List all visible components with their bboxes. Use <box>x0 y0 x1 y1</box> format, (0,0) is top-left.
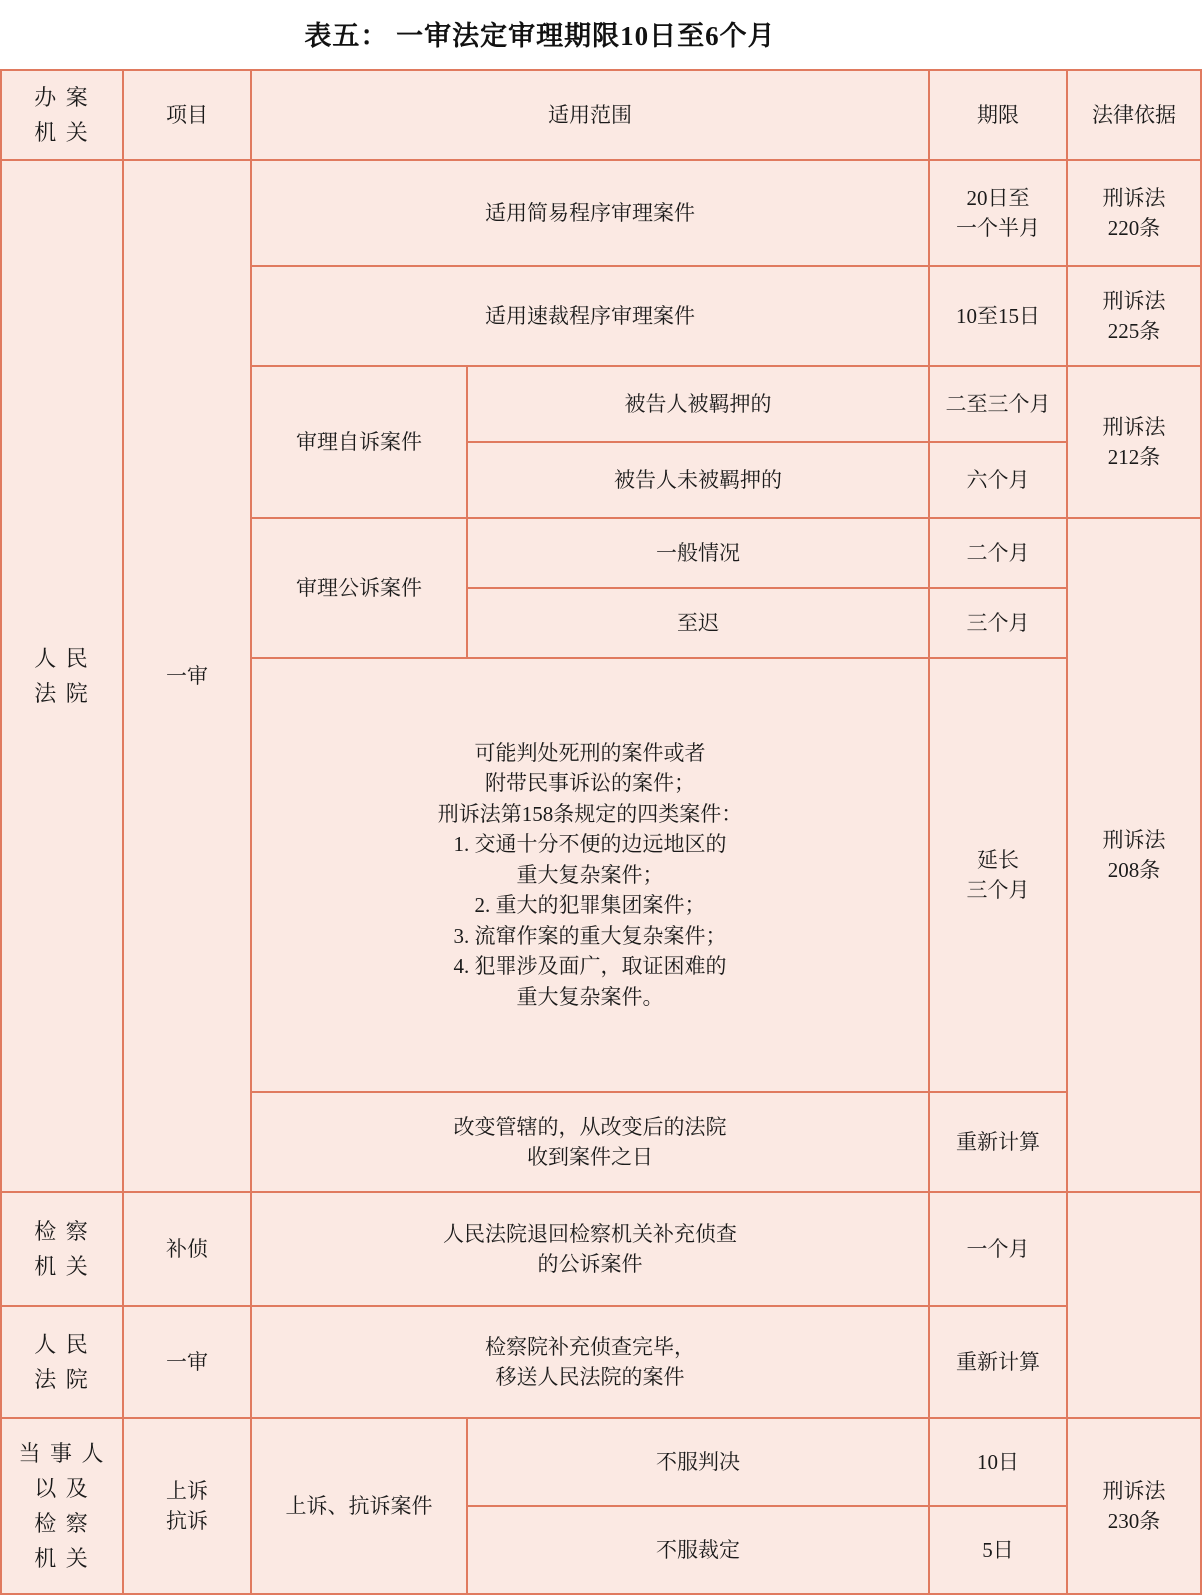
law-r1-line2: 220条 <box>1107 216 1161 240</box>
cell-scope-r9 <box>251 1192 929 1306</box>
org-procuratorate-line1: 检 察 <box>34 1218 90 1244</box>
cell-org-court-2 <box>1 1306 123 1418</box>
cell-term-r10: 重新计算 <box>929 1306 1067 1418</box>
cell-scope-against-judgment: 不服判决 <box>467 1418 929 1506</box>
cell-law-r9 <box>1067 1192 1201 1418</box>
scope-line: 可能判处死刑的案件或者 <box>474 741 706 766</box>
cell-law-r2 <box>1067 266 1201 366</box>
cell-scope-against-ruling: 不服裁定 <box>467 1506 929 1594</box>
cell-scope-defendant-detained: 被告人被羁押的 <box>467 366 929 442</box>
table-row <box>1 160 1201 266</box>
scope-line: 重大复杂案件； <box>516 862 664 887</box>
scope-r10-line1: 检察院补充侦查完毕， <box>485 1334 695 1359</box>
cell-item-appeal-protest <box>123 1418 251 1594</box>
org-parties-line3: 检 察 <box>34 1511 90 1536</box>
law-r1-line1: 刑诉法 <box>1102 185 1166 210</box>
term-r7-line1: 延长 <box>977 847 1019 872</box>
scope-r10-line2: 移送人民法院的案件 <box>495 1365 685 1389</box>
law-r2-line1: 刑诉法 <box>1102 288 1166 313</box>
cell-scope-extension-cases <box>251 658 929 1092</box>
org-court2-line2: 法 院 <box>34 1367 90 1392</box>
cell-term-r6: 三个月 <box>929 588 1067 658</box>
cell-term-r5: 二个月 <box>929 518 1067 588</box>
table-row <box>1 1192 1201 1306</box>
header-cell-term: 期限 <box>929 70 1067 160</box>
cell-scope-expedited-procedure: 适用速裁程序审理案件 <box>251 266 929 366</box>
term-r7-line2: 三个月 <box>966 878 1030 902</box>
cell-law-r11 <box>1067 1418 1201 1594</box>
cell-term-r8: 重新计算 <box>929 1092 1067 1192</box>
org-court2-line1: 人 民 <box>34 1331 90 1357</box>
law-r3-line1: 刑诉法 <box>1102 414 1166 439</box>
scope-line: 1. 交通十分不便的边远地区的 <box>453 832 727 857</box>
scope-line: 附带民事诉讼的案件； <box>485 771 695 796</box>
law-r2-line2: 225条 <box>1107 319 1161 343</box>
header-cell-law: 法律依据 <box>1067 70 1201 160</box>
cell-law-r3 <box>1067 366 1201 518</box>
cell-scope-r10 <box>251 1306 929 1418</box>
header-cell-item: 项目 <box>123 70 251 160</box>
cell-law-r5 <box>1067 518 1201 1192</box>
cell-scope-general-case: 一般情况 <box>467 518 929 588</box>
header-cell-org <box>1 70 123 160</box>
law-r11-line2: 230条 <box>1107 1509 1161 1533</box>
scope-line: 重大复杂案件。 <box>516 984 664 1009</box>
scope-r9-line1: 人民法院退回检察机关补充侦查 <box>443 1221 737 1246</box>
scope-r8-line2: 收到案件之日 <box>527 1145 653 1169</box>
term-r1-line1: 20日至 <box>966 185 1030 210</box>
cell-law-r1 <box>1067 160 1201 266</box>
scope-r8-line1: 改变管辖的，从改变后的法院 <box>453 1114 727 1139</box>
org-court-line2: 法 院 <box>34 681 90 706</box>
scope-line: 2. 重大的犯罪集团案件； <box>474 893 706 918</box>
table-row <box>1 1418 1201 1506</box>
law-r3-line2: 212条 <box>1107 445 1161 469</box>
header-cell-scope: 适用范围 <box>251 70 929 160</box>
cell-term-r12: 5日 <box>929 1506 1067 1594</box>
cell-org-court <box>1 160 123 1192</box>
law-r5-line2: 208条 <box>1107 858 1161 882</box>
trial-time-limit-table <box>0 69 1202 1595</box>
cell-scope-jurisdiction-change <box>251 1092 929 1192</box>
cell-term-r1 <box>929 160 1067 266</box>
cell-item-first-instance-2: 一审 <box>123 1306 251 1418</box>
cell-scope-public-prosecution: 审理公诉案件 <box>251 518 467 658</box>
scope-line: 刑诉法第158条规定的四类案件： <box>437 801 743 826</box>
cell-term-r3: 二至三个月 <box>929 366 1067 442</box>
table-header-row <box>1 70 1201 160</box>
org-parties-line4: 机 关 <box>34 1546 90 1572</box>
cell-scope-at-latest: 至迟 <box>467 588 929 658</box>
org-procuratorate-line2: 机 关 <box>34 1254 90 1279</box>
cell-term-r9: 一个月 <box>929 1192 1067 1306</box>
cell-term-r2: 10至15日 <box>929 266 1067 366</box>
page-title: 表五： 一审法定审理期限10日至6个月 <box>304 21 776 51</box>
scope-line: 3. 流窜作案的重大复杂案件； <box>453 923 727 948</box>
cell-term-r11: 10日 <box>929 1418 1067 1506</box>
table-row <box>1 1306 1201 1418</box>
cell-item-supplementary-investigation: 补侦 <box>123 1192 251 1306</box>
cell-scope-defendant-not-detained: 被告人未被羁押的 <box>467 442 929 518</box>
org-parties-line2: 以 及 <box>34 1475 90 1501</box>
cell-scope-simplified-procedure: 适用简易程序审理案件 <box>251 160 929 266</box>
header-org-line1: 办 案 <box>34 84 90 110</box>
item-r11-line2: 抗诉 <box>166 1509 208 1533</box>
cell-org-procuratorate <box>1 1192 123 1306</box>
cell-term-r4: 六个月 <box>929 442 1067 518</box>
cell-org-parties-procuratorate <box>1 1418 123 1594</box>
scope-line: 4. 犯罪涉及面广，取证困难的 <box>453 954 727 979</box>
org-parties-line1: 当 事 人 <box>18 1440 106 1466</box>
org-court-line1: 人 民 <box>34 645 90 671</box>
term-r1-line2: 一个半月 <box>956 216 1040 240</box>
item-r11-line1: 上诉 <box>166 1478 208 1503</box>
cell-scope-private-prosecution: 审理自诉案件 <box>251 366 467 518</box>
law-r5-line1: 刑诉法 <box>1102 827 1166 852</box>
header-org-line2: 机 关 <box>34 120 90 145</box>
cell-term-r7 <box>929 658 1067 1092</box>
cell-item-first-instance: 一审 <box>123 160 251 1192</box>
cell-scope-appeal-cases: 上诉、抗诉案件 <box>251 1418 467 1594</box>
scope-r9-line2: 的公诉案件 <box>537 1252 643 1276</box>
law-r11-line1: 刑诉法 <box>1102 1478 1166 1503</box>
